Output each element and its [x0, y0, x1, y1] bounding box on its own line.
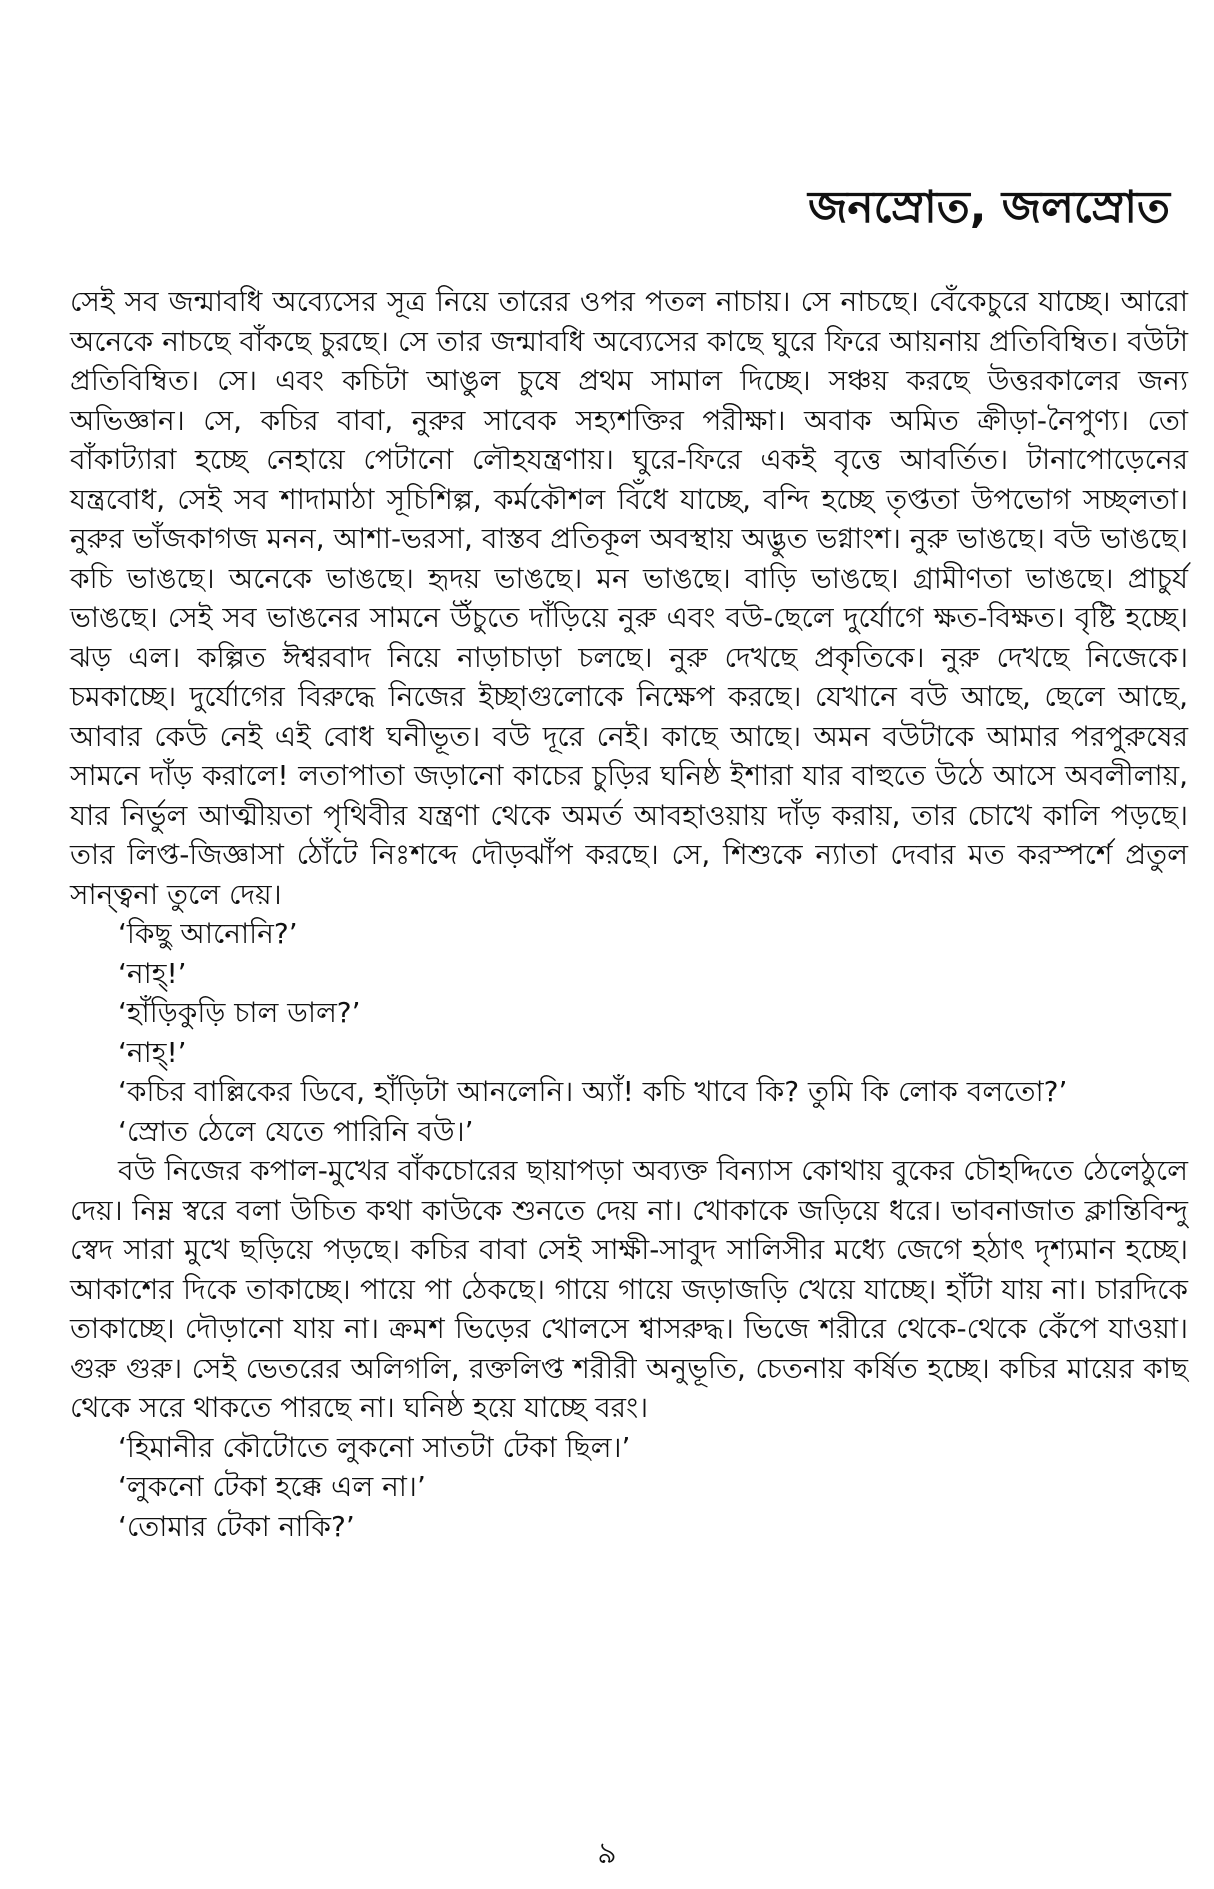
paragraph-2: বউ নিজের কপাল-মুখের বাঁকচোরের ছায়াপড়া অব্যক্ত বিন্যাস কোথায় বুকের চৌহদ্দিতে ঠেলেঠুলে দেয়। নিম্ন স্বরে বলা উচিত কথা কাউকে শুনতে দেয় না। খোকাকে জড়িয়ে ধরে। ভাবনাজাত ক্লান্তিবিন্দু স্বেদ সারা মুখে ছড়িয়ে পড়ছে। কচির বাবা সেই সাক্ষী-সাবুদ সালিসীর মধ্যে জেগে হঠাৎ দৃশ্যমান হচ্ছে। আকাশের দিকে তাকাচ্ছে। পায়ে পা ঠেকছে। গায়ে গায়ে জড়াজড়ি খেয়ে যাচ্ছে। হাঁটা যায় না। চারদিকে তাকাচ্ছে। দৌড়ানো যায় না। ক্রমশ ভিড়ের খোলসে শ্বাসরুদ্ধ। ভিজে শরীরে থেকে-থেকে কেঁপে যাওয়া। গুরু গুরু। সেই ভেতরের অলিগলি, রক্তলিপ্ত শরীরী অনুভূতি, চেতনায় কর্ষিত হচ্ছে। কচির মায়ের কাছ থেকে সরে থাকতে পারছে না। ঘনিষ্ঠ হয়ে যাচ্ছে বরং। — [70, 1154, 1188, 1424]
dialogue-line-7: ‘হিমানীর কৌটোতে লুকনো সাতটা টেকা ছিল।’ — [118, 1430, 631, 1464]
dialogue-line-9: ‘তোমার টেকা নাকি?’ — [118, 1509, 355, 1543]
dialogue-line-8: ‘লুকনো টেকা হক্কে এল না।’ — [118, 1470, 426, 1503]
chapter-title: জনস্রোত, জলস্রোত — [808, 182, 1170, 233]
dialogue-line-2: ‘নাহ্!’ — [118, 956, 187, 990]
dialogue-line-3: ‘হাঁড়িকুড়ি চাল ডাল?’ — [118, 996, 361, 1029]
dialogue-line-4: ‘নাহ্!’ — [118, 1035, 187, 1069]
paragraph-1: সেই সব জন্মাবধি অব্যেসের সূত্র নিয়ে তারের ওপর পতল নাচায়। সে নাচছে। বেঁকেচুরে যাচ্ছে। আরো অনেকে নাচছে বাঁকছে চুরছে। সে তার জন্মাবধি অব্যেসের কাছে ঘুরে ফিরে আয়নায় প্রতিবিম্বিত। বউটা প্রতিবিম্বিত। সে। এবং কচিটা আঙুল চুষে প্রথম সামাল দিচ্ছে। সঞ্চয় করছে উত্তরকালের জন্য অভিজ্ঞান। সে, কচির বাবা, নুরুর সাবেক সহ্যশক্তির পরীক্ষা। অবাক অমিত ক্রীড়া-নৈপুণ্য। তো বাঁকাট্যারা হচ্ছে নেহায়ে পেটানো লৌহযন্ত্রণায়। ঘুরে-ফিরে একই বৃত্তে আবর্তিত। টানাপোড়েনের যন্ত্রবোধ, সেই সব শাদামাঠা সূচিশিল্প, কর্মকৌশল বিঁধে যাচ্ছে, বন্দি হচ্ছে তৃপ্ততা উপভোগ সচ্ছলতা। নুরুর ভাঁজকাগজ মনন, আশা-ভরসা, বাস্তব প্রতিকূল অবস্থায় অদ্ভুত ভগ্নাংশ। নুরু ভাঙছে। বউ ভাঙছে। কচি ভাঙছে। অনেকে ভাঙছে। হৃদয় ভাঙছে। মন ভাঙছে। বাড়ি ভাঙছে। গ্রামীণতা ভাঙছে। প্রাচুর্য ভাঙছে। সেই সব ভাঙনের সামনে উঁচুতে দাঁড়িয়ে নুরু এবং বউ-ছেলে দুর্যোগে ক্ষত-বিক্ষত। বৃষ্টি হচ্ছে। ঝড় এল। কল্পিত ঈশ্বরবাদ নিয়ে নাড়াচাড়া চলছে। নুরু দেখছে প্রকৃতিকে। নুরু দেখছে নিজেকে। চমকাচ্ছে। দুর্যোগের বিরুদ্ধে নিজের ইচ্ছাগুলোকে নিক্ষেপ করছে। যেখানে বউ আছে, ছেলে আছে, আবার কেউ নেই এই বোধ ঘনীভূত। বউ দূরে নেই। কাছে আছে। অমন বউটাকে আমার পরপুরুষের সামনে দাঁড় করালে! লতাপাতা জড়ানো কাচের চুড়ির ঘনিষ্ঠ ইশারা যার বাহুতে উঠে আসে অবলীলায়, যার নির্ভুল আত্মীয়তা পৃথিবীর যন্ত্রণা থেকে অমর্ত আবহাওয়ায় দাঁড় করায়, তার চোখে কালি পড়ছে। তার লিপ্ত-জিজ্ঞাসা ঠোঁটে নিঃশব্দে দৌড়ঝাঁপ করছে। সে, শিশুকে ন্যাতা দেবার মত করস্পর্শে প্রতুল সান্ত্বনা তুলে দেয়। — [70, 285, 1188, 911]
dialogue-line-5: ‘কচির বাল্লিকের ডিবে, হাঁড়িটা আনলেনি। অ্যাঁ! কচি খাবে কি? তুমি কি লোক বলতো?’ — [118, 1075, 1068, 1108]
dialogue-line-1: ‘কিছু আনোনি?’ — [118, 917, 298, 950]
page-number: ৯ — [597, 1836, 617, 1871]
body-text — [70, 282, 1188, 1546]
dialogue-line-6: ‘স্রোত ঠেলে যেতে পারিনি বউ।’ — [118, 1114, 474, 1148]
